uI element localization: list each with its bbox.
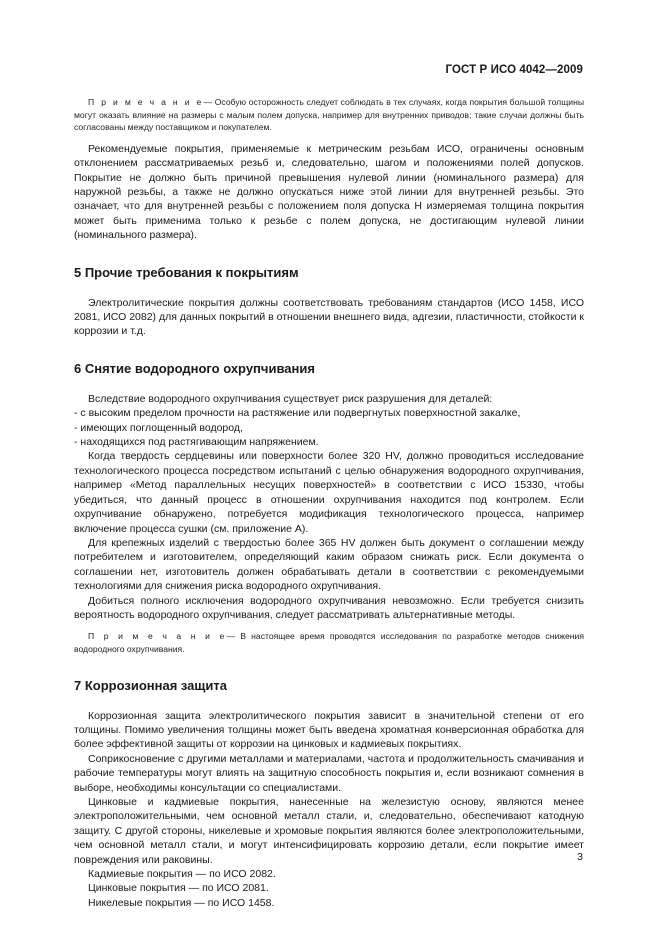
section-6-lead: Вследствие водородного охрупчивания существует риск разрушения для деталей: — [88, 392, 493, 405]
section-6-heading: 6 Снятие водородного охрупчивания — [74, 360, 315, 376]
section-6-paragraph-1: Когда твердость сердцевины или поверхности более 320 HV, должно проводиться исследование технологического процесса посредством испытаний с целью обнаружения водородного охрупчивания, например «Метод параллельных несущих поверхностей» в соответствии с ИСО 15330, чтобы убедиться, что данный процесс в отношении охрупчивания находится под контролем. Если охрупчивание обнаружено, потребуется модификация технологического процесса, например включение процесса сушки (см. приложение А). — [74, 450, 584, 535]
page-number: 3 — [577, 851, 583, 863]
reference-line: Никелевые покрытия — по ИСО 1458. — [88, 896, 275, 909]
list-item: - находящихся под растягивающим напряжением. — [74, 436, 319, 449]
section-7-heading: 7 Коррозионная защита — [74, 677, 227, 693]
reference-line: Цинковые покрытия — по ИСО 2081. — [88, 882, 269, 895]
section-5-paragraph: Электролитические покрытия должны соответствовать требованиям стандартов (ИСО 1458, ИСО 2081, ИСО 2082) для данных покрытий в отношении внешнего вида, адгезии, пластичности, стойкости к коррозии и т.д. — [74, 296, 584, 338]
section-7-paragraph-1: Коррозионная защита электролитического покрытия зависит в значительной степени от его толщины. Помимо увеличения толщины может быть введена хроматная конверсионная обработка для более эффективной защиты от коррозии на цинковых и кадмиевых покрытиях. — [74, 709, 584, 751]
note-1-text: — Особую осторожность следует соблюдать в тех случаях, когда покрытия большой толщины могут оказать влияние на размеры с малым полем допуска, например для внутренних приводов; такие случаи должны быть согласованы между поставщиком и покупателем. — [74, 97, 584, 133]
reference-line: Кадмиевые покрытия — по ИСО 2082. — [88, 868, 276, 880]
section-5-heading: 5 Прочие требования к покрытиям — [74, 264, 299, 280]
note-1-label: П р и м е ч а н и е — [88, 97, 204, 107]
section-7-paragraph-2: Соприкосновение с другими металлами и материалами, частота и продолжительность смачивания и рабочие температуры могут влиять на защитную способность покрытия и, если возникают сомнения в выборе, необходимы консультации со специалистами. — [74, 752, 584, 794]
section-6-paragraph-2: Для крепежных изделий с твердостью более 365 HV должен быть документ о соглашении между потребителем и изготовителем, определяющий каким образом снижать риск. Если документа о соглашении нет, изготовитель должен обрабатывать детали в соответствии с рекомендуемыми технологиями для снижения риска водородного охрупчивания. — [74, 536, 584, 593]
note-2-text: — В настоящее время проводятся исследования по разработке методов снижения водородного охрупчивания. — [74, 631, 584, 654]
list-item: - с высоким пределом прочности на растяжение или подвергнутых поверхностной закалке, — [74, 407, 521, 420]
intro-paragraph: Рекомендуемые покрытия, применяемые к метрическим резьбам ИСО, ограничены основным отклонением рассматриваемых резьб и, следовательно, шагом и положениями полей допусков. Покрытие не должно быть причиной превышения нулевой линии (номинального размера) для наружной резьбы, а также не должно опускаться ниже этой линии для внутренней резьбы. Это означает, что для внутренней резьбы с положением поля допуска H измеряемая толщина покрытия может быть применима только к резьбе с полем допуска, не достигающим нулевой линии (номинального размера). — [74, 142, 584, 242]
section-6-paragraph-3: Добиться полного исключения водородного охрупчивания невозможно. Если требуется снизить вероятность водородного охрупчивания, следует рассматривать альтернативные методы. — [74, 594, 584, 621]
standard-header: ГОСТ Р ИСО 4042—2009 — [445, 64, 583, 76]
note-1 — [74, 96, 584, 134]
list-item: - имеющих поглощенный водород, — [74, 421, 243, 434]
note-2 — [74, 630, 584, 655]
note-2-label: П р и м е ч а н и е — [88, 631, 227, 642]
section-7-paragraph-3: Цинковые и кадмиевые покрытия, нанесенные на железистую основу, являются менее электроположительными, чем основной металл стали, и, следовательно, обеспечивают катодную защиту. С другой стороны, никелевые и хромовые покрытия являются более электроположительными, чем основной металл стали, и могут интенсифицировать коррозию детали, если покрытие имеет повреждения или раковины. — [74, 795, 584, 866]
page-content — [74, 96, 584, 910]
